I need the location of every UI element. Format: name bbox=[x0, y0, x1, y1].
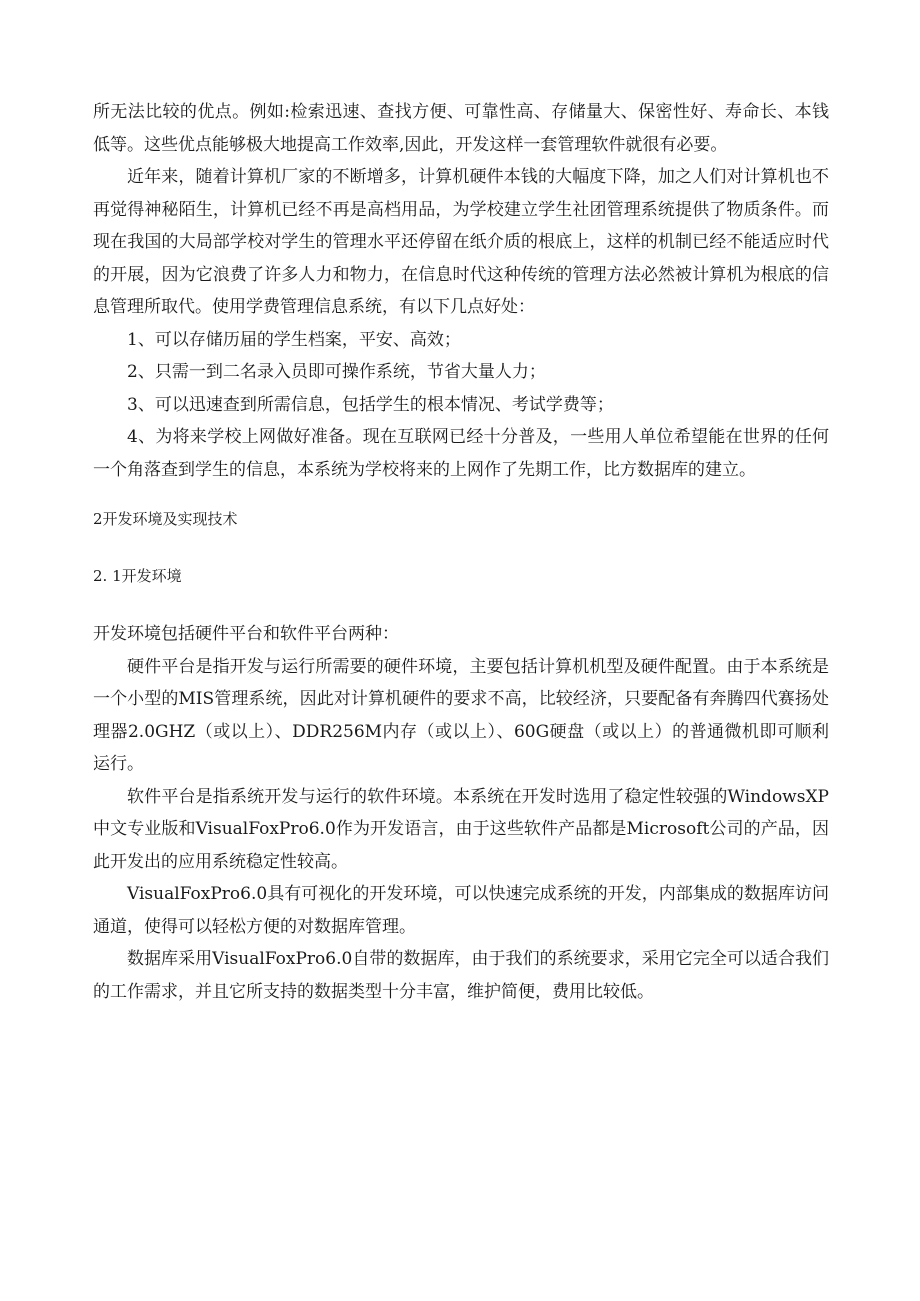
intro-paragraph-background: 近年来，随着计算机厂家的不断增多，计算机硬件本钱的大幅度下降，加之人们对计算机也不再觉得神秘陌生，计算机已经不再是高档用品，为学校建立学生社团管理系统提供了物质条件。而现在我国的大局部学校对学生的管理水平还停留在纸介质的根底上，这样的机制已经不能适应时代的开展，因为它浪费了许多人力和物力，在信息时代这种传统的管理方法必然被计算机为根底的信息管理所取代。使用学费管理信息系统，有以下几点好处： bbox=[93, 167, 829, 317]
benefit-item-3: 3、可以迅速查到所需信息，包括学生的根本情况、考试学费等； bbox=[127, 394, 614, 415]
benefit-item-1: 1、可以存储历届的学生档案，平安、高效； bbox=[127, 329, 461, 350]
section-heading: 2开发环境及实现技术 bbox=[93, 510, 238, 528]
benefit-item-2: 2、只需一到二名录入员即可操作系统，节省大量人力； bbox=[127, 362, 546, 382]
hardware-platform-paragraph: 硬件平台是指开发与运行所需要的硬件环境，主要包括计算机机型及硬件配置。由于本系统是一个小型的MIS管理系统，因此对计算机硬件的要求不高，比较经济，只要配备有奔腾四代赛扬处理器2.0GHZ（或以上）、DDR256M内存（或以上）、60G硬盘（或以上）的普通微机即可顺利运行。 bbox=[93, 656, 829, 774]
env-intro: 开发环境包括硬件平台和软件平台两种： bbox=[93, 624, 399, 644]
document-body bbox=[93, 96, 829, 1008]
subsection-heading: 2. 1开发环境 bbox=[93, 567, 182, 585]
software-platform-paragraph: 软件平台是指系统开发与运行的软件环境。本系统在开发时选用了稳定性较强的WindowsXP中文专业版和VisualFoxPro6.0作为开发语言，由于这些软件产品都是Microsoft公司的产品，因此开发出的应用系统稳定性较高。 bbox=[93, 786, 829, 872]
vfp-paragraph: VisualFoxPro6.0具有可视化的开发环境，可以快速完成系统的开发，内部集成的数据库访问通道，使得可以轻松方便的对数据库管理。 bbox=[93, 884, 829, 937]
benefit-item-4: 4、为将来学校上网做好准备。现在互联网已经十分普及，一些用人单位希望能在世界的任何一个角落查到学生的信息，本系统为学校将来的上网作了先期工作，比方数据库的建立。 bbox=[93, 427, 829, 480]
database-paragraph: 数据库采用VisualFoxPro6.0自带的数据库，由于我们的系统要求，采用它完全可以适合我们的工作需求，并且它所支持的数据类型十分丰富，维护简便，费用比较低。 bbox=[93, 949, 829, 1002]
intro-paragraph-continued: 所无法比较的优点。例如:检索迅速、查找方便、可靠性高、存储量大、保密性好、寿命长、本钱低等。这些优点能够极大地提高工作效率,因此，开发这样一套管理软件就很有必要。 bbox=[93, 102, 829, 155]
